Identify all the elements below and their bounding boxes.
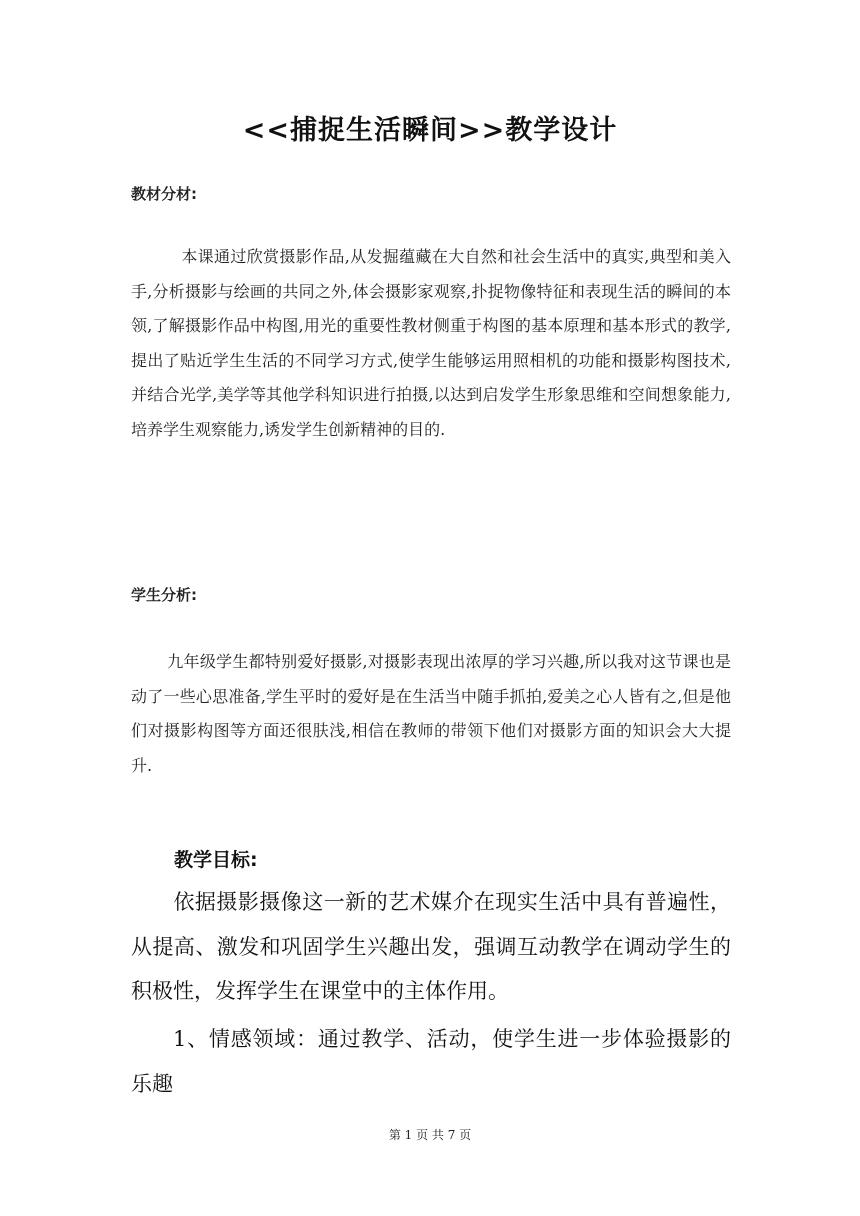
section-heading-textbook-analysis: 教材分材: (131, 185, 197, 203)
page-footer: 第 1 页 共 7 页 (388, 1128, 472, 1142)
section-heading-teaching-goals: 教学目标: (174, 849, 258, 871)
teaching-goals-text-2: 1、情感领域：通过教学、活动，使学生进一步体验摄影的乐趣 (131, 1027, 731, 1096)
textbook-analysis-text: 本课通过欣赏摄影作品,从发掘蕴藏在大自然和社会生活中的真实,典型和美入手,分析摄影与绘画的共同之外,体会摄影家观察,扑捉物像特征和表现生活的瞬间的本领,了解摄影作品中构图,用光的重要性教材侧重于构图的基本原理和基本形式的教学,提出了贴近学生生活的不同学习方式,使学生能够运用照相机的功能和摄影构图技术,并结合光学,美学等其他学科知识进行拍摄,以达到启发学生形象思维和空间想象能力,培养学生观察能力,诱发学生创新精神的目的. (131, 247, 731, 439)
document-title: <<捕捉生活瞬间>>教学设计 (242, 115, 618, 146)
teaching-goals-paragraph-1 (131, 880, 731, 1014)
teaching-goals-paragraph-2 (131, 1017, 731, 1106)
student-analysis-paragraph (131, 645, 731, 783)
section-heading-student-analysis: 学生分析: (131, 586, 197, 604)
teaching-goals-text-1: 依据摄影摄像这一新的艺术媒介在现实生活中具有普遍性，从提高、激发和巩固学生兴趣出发，强调互动教学在调动学生的积极性，发挥学生在课堂中的主体作用。 (131, 890, 731, 1003)
textbook-analysis-paragraph (131, 240, 731, 447)
student-analysis-text: 九年级学生都特别爱好摄影,对摄影表现出浓厚的学习兴趣,所以我对这节课也是动了一些心思准备,学生平时的爱好是在生活当中随手抓拍,爱美之心人皆有之,但是他们对摄影构图等方面还很肤浅,相信在教师的带领下他们对摄影方面的知识会大大提升. (131, 652, 731, 775)
